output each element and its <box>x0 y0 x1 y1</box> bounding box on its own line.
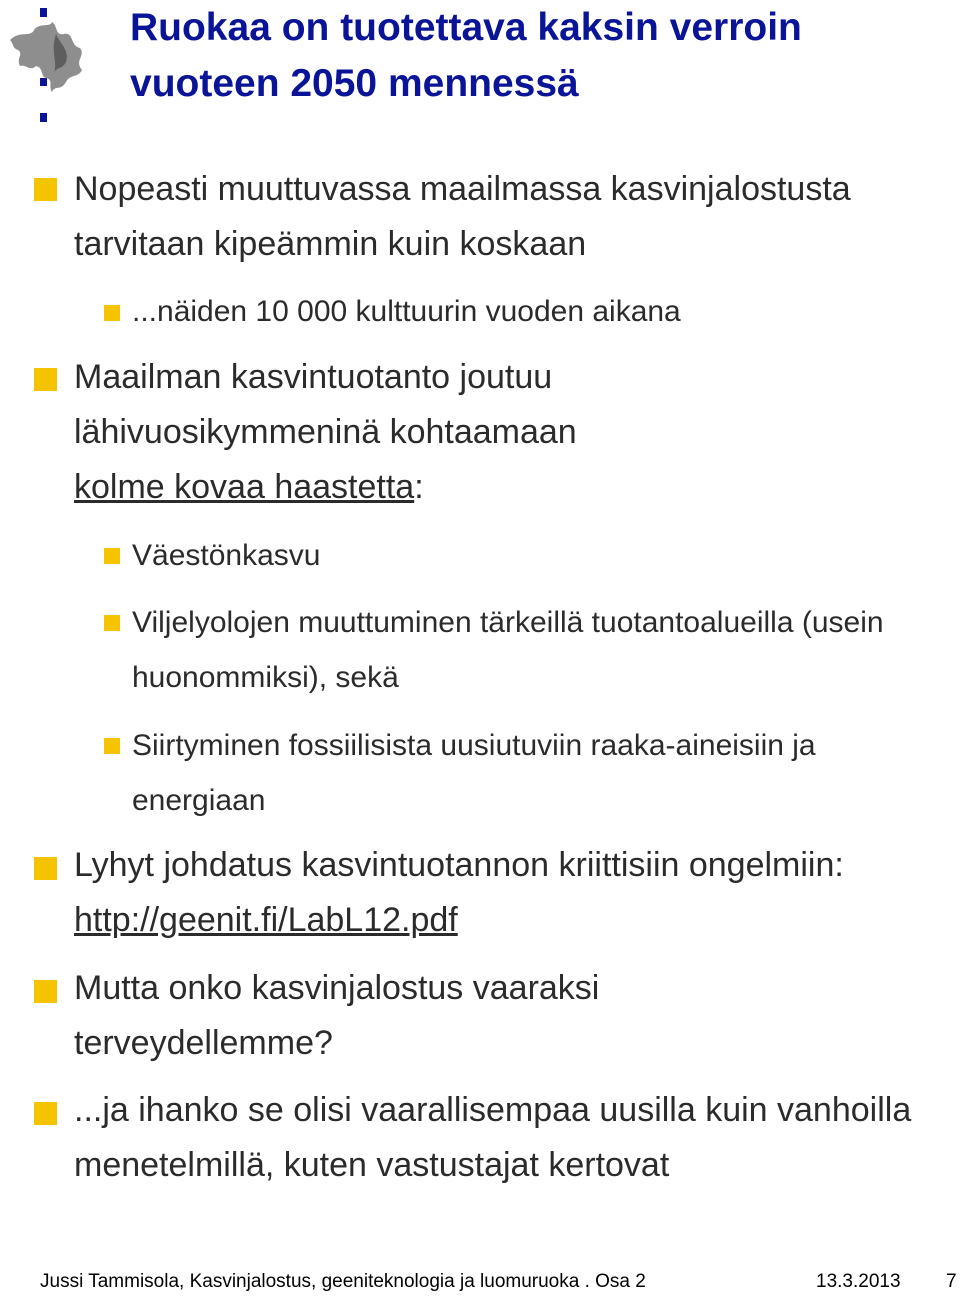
bullet-marker <box>34 178 57 201</box>
footer-page: 7 <box>946 1271 957 1292</box>
bullet-2 <box>74 350 674 515</box>
bullet-3 <box>74 838 954 948</box>
bullet-marker <box>34 368 57 391</box>
footer-author: Jussi Tammisola, Kasvinjalostus, geeniteknologia ja luomuruoka . Osa 2 <box>40 1271 646 1292</box>
footer-date: 13.3.2013 <box>816 1271 901 1292</box>
bullet-2-tail: : <box>414 468 424 506</box>
bullet-2-text: Maailman kasvintuotanto joutuu lähivuosikymmeninä kohtaamaan <box>74 358 577 451</box>
bullet-marker <box>104 615 120 631</box>
bullet-marker <box>34 980 57 1003</box>
bullet-marker <box>104 738 120 754</box>
bullet-1-sub: ...näiden 10 000 kulttuurin vuoden aikana <box>132 295 681 328</box>
university-flame-logo-icon <box>0 0 100 130</box>
bullet-4: Mutta onko kasvinjalostus vaaraksi terveydellemme? <box>74 969 600 1062</box>
sub-bullet-1: Väestönkasvu <box>132 539 321 572</box>
pdf-link[interactable]: http://geenit.fi/LabL12.pdf <box>74 901 458 939</box>
bullet-marker <box>34 857 57 880</box>
bullet-marker <box>104 305 120 321</box>
footer <box>40 1268 960 1296</box>
bullet-2-underlined: kolme kovaa haastetta <box>74 468 415 506</box>
slide-title: Ruokaa on tuotettava kaksin verroin vuoteen 2050 mennessä <box>130 6 802 105</box>
sub-bullet-3: Siirtyminen fossiilisista uusiutuviin raaka-aineisiin ja energiaan <box>132 729 816 817</box>
sub-bullet-2: Viljelyolojen muuttuminen tärkeillä tuotantoalueilla (usein huonommiksi), sekä <box>132 606 884 694</box>
bullet-3-text: Lyhyt johdatus kasvintuotannon kriittisiin ongelmiin: <box>74 846 844 884</box>
bullet-marker <box>34 1102 57 1125</box>
bullet-5: ...ja ihanko se olisi vaarallisempaa uusilla kuin vanhoilla menetelmillä, kuten vastustajat kertovat <box>74 1091 912 1184</box>
bullet-1: Nopeasti muuttuvassa maailmassa kasvinjalostusta tarvitaan kipeämmin kuin koskaan <box>74 170 851 263</box>
bullet-marker <box>104 548 120 564</box>
